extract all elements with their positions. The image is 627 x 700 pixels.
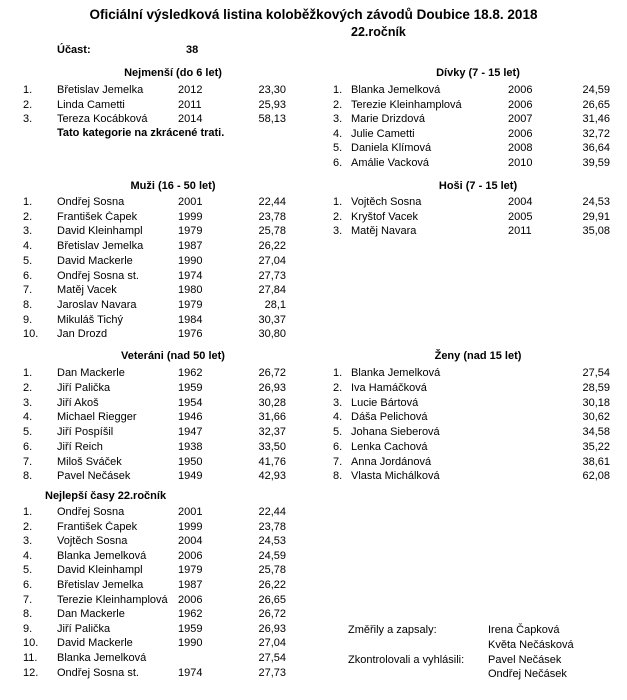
nejlepsi-row-time: 26,72	[258, 608, 286, 620]
nejlepsi-row-year: 1962	[178, 608, 203, 620]
zeny-row-rank: 7.	[333, 456, 343, 468]
zeny-row-time: 62,08	[582, 470, 610, 482]
nejlepsi-row-name: František Čapek	[57, 521, 138, 533]
hosi-row-name: Vojtěch Sosna	[351, 196, 422, 208]
muzi-row-year: 1999	[178, 211, 203, 223]
checked-label: Zkontrolovali a vyhlásili:	[348, 654, 465, 666]
hosi-row-rank: 2.	[333, 211, 343, 223]
nejmensi-row-year: 2011	[178, 99, 202, 111]
zeny-row-name: Vlasta Michálková	[351, 470, 440, 482]
veterani-row-rank: 5.	[23, 426, 33, 438]
nejlepsi-row-time: 26,65	[258, 594, 286, 606]
divky-row-time: 32,72	[582, 128, 610, 140]
hosi-row-name: Kryštof Vacek	[351, 211, 419, 223]
zeny-row-time: 34,58	[582, 426, 610, 438]
nejlepsi-row-rank: 7.	[23, 594, 33, 606]
veterani-row-rank: 4.	[23, 411, 33, 423]
checked-name-1: Pavel Nečásek	[488, 654, 562, 666]
hosi-row-time: 35,08	[582, 225, 610, 237]
veterani-row-name: Jiří Pospíšil	[57, 426, 114, 438]
nejlepsi-row-rank: 5.	[23, 564, 33, 576]
muzi-row-name: Mikuláš Tichý	[57, 314, 124, 326]
veterani-row-year: 1954	[178, 397, 203, 409]
muzi-row-time: 22,44	[258, 196, 286, 208]
zeny-row-name: Blanka Jemelková	[351, 367, 441, 379]
muzi-row-rank: 6.	[23, 270, 33, 282]
divky-row-name: Blanka Jemelková	[351, 84, 441, 96]
divky-row-year: 2006	[508, 84, 533, 96]
muzi-row-year: 1990	[178, 255, 203, 267]
divky-row-year: 2008	[508, 142, 533, 154]
nejlepsi-row-year: 1979	[178, 564, 203, 576]
veterani-title: Veteráni (nad 50 let)	[121, 350, 225, 362]
page-title: Oficiální výsledková listina koloběžkových závodů Doubice 18.8. 2018	[89, 7, 538, 22]
veterani-row-name: Pavel Nečásek	[57, 470, 131, 482]
muzi-row-time: 30,37	[258, 314, 286, 326]
muzi-row-rank: 7.	[23, 284, 33, 296]
zeny-row-time: 35,22	[582, 441, 610, 453]
zeny-row-time: 30,62	[582, 411, 610, 423]
veterani-row-year: 1946	[178, 411, 203, 423]
zeny-row-rank: 3.	[333, 397, 343, 409]
nejmensi-row-name: Tereza Kocábková	[57, 113, 148, 125]
divky-row-year: 2010	[508, 157, 533, 169]
muzi-row-time: 23,78	[258, 211, 286, 223]
divky-row-name: Amálie Vacková	[351, 157, 430, 169]
nejlepsi-row-time: 27,04	[258, 637, 286, 649]
veterani-row-rank: 1.	[23, 367, 33, 379]
veterani-row-rank: 8.	[23, 470, 33, 482]
nejlepsi-row-time: 26,93	[258, 623, 286, 635]
nejmensi-row-year: 2014	[178, 113, 203, 125]
nejlepsi-row-time: 25,78	[258, 564, 286, 576]
muzi-row-time: 25,78	[258, 225, 286, 237]
nejlepsi-row-rank: 12.	[23, 667, 39, 679]
muzi-row-year: 1980	[178, 284, 203, 296]
divky-row-time: 31,46	[582, 113, 610, 125]
veterani-row-year: 1938	[178, 441, 203, 453]
measured-label: Změřily a zapsaly:	[348, 624, 437, 636]
zeny-row-name: Dáša Pelichová	[351, 411, 428, 423]
hosi-title: Hoši (7 - 15 let)	[438, 180, 518, 192]
veterani-row-time: 41,76	[258, 456, 286, 468]
measured-name-2: Květa Nečásková	[488, 639, 574, 651]
nejmensi-title: Nejmenší (do 6 let)	[124, 67, 222, 79]
divky-row-rank: 5.	[333, 142, 343, 154]
muzi-row-rank: 8.	[23, 299, 33, 311]
zeny-row-time: 28,59	[582, 382, 610, 394]
zeny-row-time: 27,54	[582, 367, 610, 379]
divky-row-time: 24,59	[582, 84, 610, 96]
hosi-row-year: 2005	[508, 211, 533, 223]
zeny-row-rank: 2.	[333, 382, 343, 394]
hosi-row-rank: 1.	[333, 196, 343, 208]
muzi-row-rank: 2.	[23, 211, 33, 223]
divky-row-rank: 4.	[333, 128, 343, 140]
zeny-row-name: Johana Sieberová	[351, 426, 440, 438]
nejlepsi-row-year: 2006	[178, 550, 203, 562]
veterani-row-time: 30,28	[258, 397, 286, 409]
nejlepsi-row-time: 27,73	[258, 667, 286, 679]
muzi-row-name: David Kleinhampl	[57, 225, 143, 237]
muzi-row-time: 26,22	[258, 240, 286, 252]
hosi-row-name: Matěj Navara	[351, 225, 417, 237]
divky-row-year: 2007	[508, 113, 533, 125]
veterani-row-rank: 2.	[23, 382, 33, 394]
divky-row-year: 2006	[508, 128, 533, 140]
nejlepsi-row-year: 2001	[178, 506, 203, 518]
nejlepsi-row-time: 24,53	[258, 535, 286, 547]
veterani-row-time: 33,50	[258, 441, 286, 453]
divky-row-name: Marie Drizdová	[351, 113, 425, 125]
nejlepsi-row-time: 27,54	[258, 652, 286, 664]
nejmensi-row-rank: 1.	[23, 84, 33, 96]
muzi-row-name: František Čapek	[57, 211, 138, 223]
nejlepsi-row-year: 2006	[178, 594, 203, 606]
zeny-row-rank: 5.	[333, 426, 343, 438]
nejlepsi-row-name: David Kleinhampl	[57, 564, 143, 576]
hosi-row-rank: 3.	[333, 225, 343, 237]
zeny-row-rank: 1.	[333, 367, 343, 379]
muzi-row-year: 1976	[178, 328, 203, 340]
nejmensi-row-time: 58,13	[258, 113, 286, 125]
nejlepsi-row-name: Jiří Palička	[57, 623, 111, 635]
zeny-row-name: Lucie Bártová	[351, 397, 419, 409]
nejlepsi-row-year: 1987	[178, 579, 203, 591]
nejlepsi-row-rank: 9.	[23, 623, 33, 635]
nejlepsi-row-name: Ondřej Sosna	[57, 506, 125, 518]
veterani-row-year: 1959	[178, 382, 203, 394]
nejlepsi-row-rank: 3.	[23, 535, 33, 547]
zeny-row-time: 30,18	[582, 397, 610, 409]
muzi-row-rank: 9.	[23, 314, 33, 326]
muzi-row-name: Matěj Vacek	[57, 284, 117, 296]
nejlepsi-row-name: Dan Mackerle	[57, 608, 125, 620]
muzi-row-rank: 4.	[23, 240, 33, 252]
nejlepsi-row-name: Blanka Jemelková	[57, 652, 147, 664]
muzi-row-rank: 1.	[23, 196, 33, 208]
veterani-row-rank: 7.	[23, 456, 33, 468]
participation-label: Účast:	[57, 44, 91, 56]
nejlepsi-row-year: 1990	[178, 637, 203, 649]
muzi-row-year: 1979	[178, 225, 203, 237]
divky-row-name: Terezie Kleinhamplová	[351, 99, 462, 111]
veterani-row-name: Jiří Akoš	[57, 397, 99, 409]
veterani-row-name: Jiří Palička	[57, 382, 111, 394]
zeny-row-time: 38,61	[582, 456, 610, 468]
veterani-row-name: Dan Mackerle	[57, 367, 125, 379]
divky-row-time: 26,65	[582, 99, 610, 111]
muzi-row-rank: 5.	[23, 255, 33, 267]
nejlepsi-title: Nejlepší časy 22.ročník	[45, 490, 167, 502]
muzi-row-name: Jaroslav Navara	[57, 299, 137, 311]
nejlepsi-row-name: Blanka Jemelková	[57, 550, 147, 562]
veterani-row-name: Miloš Sváček	[57, 456, 122, 468]
divky-row-name: Daniela Klímová	[351, 142, 432, 154]
checked-name-2: Ondřej Nečásek	[488, 668, 567, 680]
zeny-row-rank: 8.	[333, 470, 343, 482]
nejmensi-row-time: 23,30	[258, 84, 286, 96]
nejlepsi-row-year: 1959	[178, 623, 203, 635]
veterani-row-year: 1949	[178, 470, 203, 482]
nejlepsi-row-time: 23,78	[258, 521, 286, 533]
veterani-row-year: 1947	[178, 426, 203, 438]
nejmensi-row-rank: 2.	[23, 99, 33, 111]
muzi-row-time: 27,73	[258, 270, 286, 282]
nejlepsi-row-rank: 6.	[23, 579, 33, 591]
nejlepsi-row-rank: 2.	[23, 521, 33, 533]
nejlepsi-row-time: 26,22	[258, 579, 286, 591]
veterani-row-time: 31,66	[258, 411, 286, 423]
nejlepsi-row-name: David Mackerle	[57, 637, 133, 649]
divky-row-year: 2006	[508, 99, 533, 111]
nejlepsi-row-name: Vojtěch Sosna	[57, 535, 128, 547]
nejlepsi-row-rank: 8.	[23, 608, 33, 620]
muzi-row-rank: 3.	[23, 225, 33, 237]
muzi-row-time: 28,1	[264, 299, 286, 311]
nejlepsi-row-name: Břetislav Jemelka	[57, 579, 144, 591]
hosi-row-year: 2011	[508, 225, 532, 237]
nejlepsi-row-name: Terezie Kleinhamplová	[57, 594, 168, 606]
muzi-row-name: Jan Drozd	[57, 328, 108, 340]
divky-row-name: Julie Cametti	[351, 128, 415, 140]
muzi-row-name: Ondřej Sosna	[57, 196, 125, 208]
nejlepsi-row-year: 2004	[178, 535, 203, 547]
nejlepsi-row-rank: 4.	[23, 550, 33, 562]
nejlepsi-row-time: 24,59	[258, 550, 286, 562]
measured-name-1: Irena Čapková	[488, 624, 560, 636]
nejlepsi-row-rank: 1.	[23, 506, 33, 518]
muzi-title: Muži (16 - 50 let)	[130, 180, 216, 192]
muzi-row-time: 27,04	[258, 255, 286, 267]
nejlepsi-row-name: Ondřej Sosna st.	[57, 667, 139, 679]
zeny-row-rank: 6.	[333, 441, 343, 453]
zeny-row-rank: 4.	[333, 411, 343, 423]
edition-subtitle: 22.ročník	[351, 25, 406, 39]
muzi-row-year: 2001	[178, 196, 203, 208]
nejmensi-row-name: Linda Cametti	[57, 99, 125, 111]
nejlepsi-row-year: 1999	[178, 521, 203, 533]
hosi-row-year: 2004	[508, 196, 533, 208]
nejlepsi-row-year: 1974	[178, 667, 203, 679]
muzi-row-name: David Mackerle	[57, 255, 133, 267]
muzi-row-rank: 10.	[23, 328, 39, 340]
divky-title: Dívky (7 - 15 let)	[436, 67, 520, 79]
nejmensi-row-year: 2012	[178, 84, 203, 96]
muzi-row-year: 1984	[178, 314, 203, 326]
divky-row-rank: 1.	[333, 84, 343, 96]
nejmensi-note: Tato kategorie na zkrácené trati.	[57, 127, 225, 139]
nejlepsi-row-rank: 10.	[23, 637, 39, 649]
nejmensi-row-time: 25,93	[258, 99, 286, 111]
veterani-row-time: 26,72	[258, 367, 286, 379]
divky-row-time: 39,59	[582, 157, 610, 169]
veterani-row-name: Jiří Reich	[57, 441, 103, 453]
veterani-row-year: 1962	[178, 367, 203, 379]
muzi-row-year: 1987	[178, 240, 203, 252]
muzi-row-time: 27,84	[258, 284, 286, 296]
nejmensi-row-rank: 3.	[23, 113, 33, 125]
veterani-row-rank: 6.	[23, 441, 33, 453]
muzi-row-name: Ondřej Sosna st.	[57, 270, 139, 282]
nejmensi-row-name: Břetislav Jemelka	[57, 84, 144, 96]
muzi-row-year: 1974	[178, 270, 203, 282]
veterani-row-name: Michael Riegger	[57, 411, 137, 423]
divky-row-time: 36,64	[582, 142, 610, 154]
zeny-row-name: Anna Jordánová	[351, 456, 432, 468]
zeny-title: Ženy (nad 15 let)	[434, 350, 522, 362]
veterani-row-time: 32,37	[258, 426, 286, 438]
veterani-row-rank: 3.	[23, 397, 33, 409]
zeny-row-name: Lenka Cachová	[351, 441, 428, 453]
hosi-row-time: 29,91	[582, 211, 610, 223]
divky-row-rank: 3.	[333, 113, 343, 125]
veterani-row-year: 1950	[178, 456, 203, 468]
nejlepsi-row-time: 22,44	[258, 506, 286, 518]
muzi-row-year: 1979	[178, 299, 203, 311]
nejlepsi-row-rank: 11.	[23, 652, 38, 664]
zeny-row-name: Iva Hamáčková	[351, 382, 427, 394]
hosi-row-time: 24,53	[582, 196, 610, 208]
participation-value: 38	[186, 44, 199, 56]
veterani-row-time: 26,93	[258, 382, 286, 394]
muzi-row-time: 30,80	[258, 328, 286, 340]
divky-row-rank: 6.	[333, 157, 343, 169]
muzi-row-name: Břetislav Jemelka	[57, 240, 144, 252]
veterani-row-time: 42,93	[258, 470, 286, 482]
divky-row-rank: 2.	[333, 99, 343, 111]
